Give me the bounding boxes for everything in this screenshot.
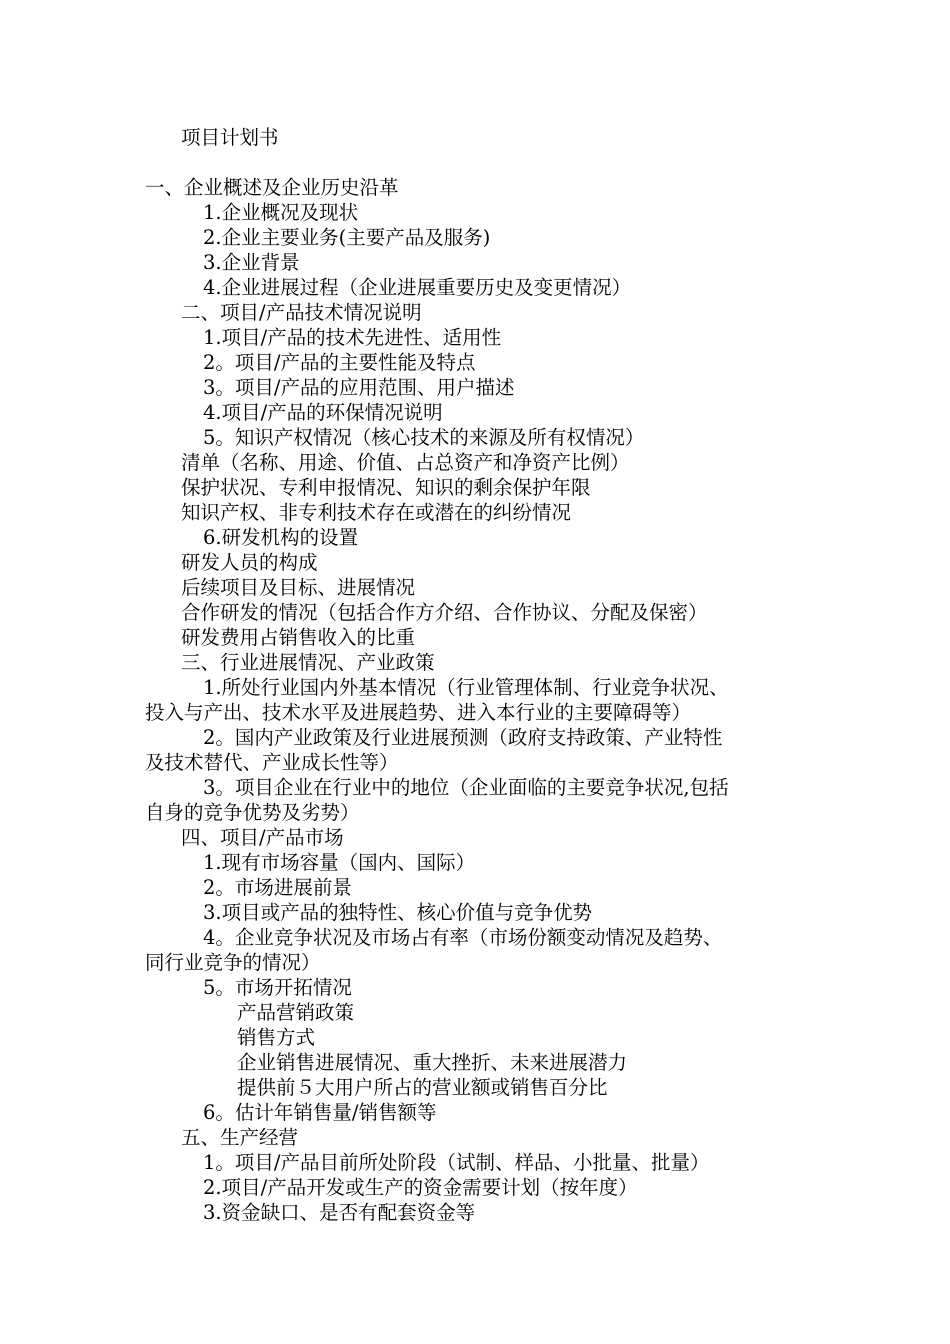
document-line: 研发费用占销售收入的比重 bbox=[181, 626, 416, 649]
document-line: 一、企业概述及企业历史沿革 bbox=[145, 176, 399, 199]
document-line: 3.资金缺口、是否有配套资金等 bbox=[203, 1201, 476, 1224]
document-line: 1.项目/产品的技术先进性、适用性 bbox=[203, 326, 502, 349]
document-title: 项目计划书 bbox=[181, 126, 279, 149]
document-line: 4.企业进展过程（企业进展重要历史及变更情况） bbox=[203, 276, 632, 299]
document-line: 五、生产经营 bbox=[181, 1126, 299, 1149]
document-line: 2。项目/产品的主要性能及特点 bbox=[203, 351, 476, 374]
document-line: 研发人员的构成 bbox=[181, 551, 318, 574]
document-line: 1。项目/产品目前所处阶段（试制、样品、小批量、批量） bbox=[203, 1151, 710, 1174]
document-line: 2。市场进展前景 bbox=[203, 876, 352, 899]
document-line: 2.项目/产品开发或生产的资金需要计划（按年度） bbox=[203, 1176, 638, 1199]
document-line: 四、项目/产品市场 bbox=[181, 826, 344, 849]
document-line: 3.项目或产品的独特性、核心价值与竞争优势 bbox=[203, 901, 593, 924]
document-line: 2.企业主要业务(主要产品及服务) bbox=[203, 226, 491, 249]
document-line: 5。知识产权情况（核心技术的来源及所有权情况） bbox=[203, 426, 645, 449]
document-line: 自身的竞争优势及劣势） bbox=[145, 801, 360, 824]
document-line: 4.项目/产品的环保情况说明 bbox=[203, 401, 443, 424]
document-line: 企业销售进展情况、重大挫折、未来进展潜力 bbox=[237, 1051, 628, 1074]
document-line: 知识产权、非专利技术存在或潜在的纠纷情况 bbox=[181, 501, 572, 524]
document-line: 销售方式 bbox=[237, 1026, 316, 1049]
document-line: 提供前５大用户所占的营业额或销售百分比 bbox=[237, 1076, 608, 1099]
document-line: 清单（名称、用途、价值、占总资产和净资产比例） bbox=[181, 451, 630, 474]
document-line: 保护状况、专利申报情况、知识的剩余保护年限 bbox=[181, 476, 591, 499]
document-line: 后续项目及目标、进展情况 bbox=[181, 576, 416, 599]
document-line: 三、行业进展情况、产业政策 bbox=[181, 651, 435, 674]
document-line: 5。市场开拓情况 bbox=[203, 976, 352, 999]
document-line: 4。企业竞争状况及市场占有率（市场份额变动情况及趋势、 bbox=[203, 926, 723, 949]
document-line: 6。估计年销售量/销售额等 bbox=[203, 1101, 437, 1124]
document-line: 1.现有市场容量（国内、国际） bbox=[203, 851, 476, 874]
document-line: 6.研发机构的设置 bbox=[203, 526, 359, 549]
document-line: 1.所处行业国内外基本情况（行业管理体制、行业竞争状况、 bbox=[203, 676, 729, 699]
document-line: 2。国内产业政策及行业进展预测（政府支持政策、产业特性 bbox=[203, 726, 723, 749]
document-line: 1.企业概况及现状 bbox=[203, 201, 359, 224]
document-line: 3。项目/产品的应用范围、用户描述 bbox=[203, 376, 515, 399]
document-line: 产品营销政策 bbox=[237, 1001, 355, 1024]
document-line: 二、项目/产品技术情况说明 bbox=[181, 301, 422, 324]
document-line: 投入与产出、技术水平及进展趋势、进入本行业的主要障碍等） bbox=[145, 701, 692, 724]
document-line: 3.企业背景 bbox=[203, 251, 300, 274]
document-line: 及技术替代、产业成长性等） bbox=[145, 751, 399, 774]
document-line: 3。项目企业在行业中的地位（企业面临的主要竞争状况,包括 bbox=[203, 776, 729, 799]
document-line: 合作研发的情况（包括合作方介绍、合作协议、分配及保密） bbox=[181, 601, 708, 624]
document-line: 同行业竞争的情况） bbox=[145, 951, 321, 974]
